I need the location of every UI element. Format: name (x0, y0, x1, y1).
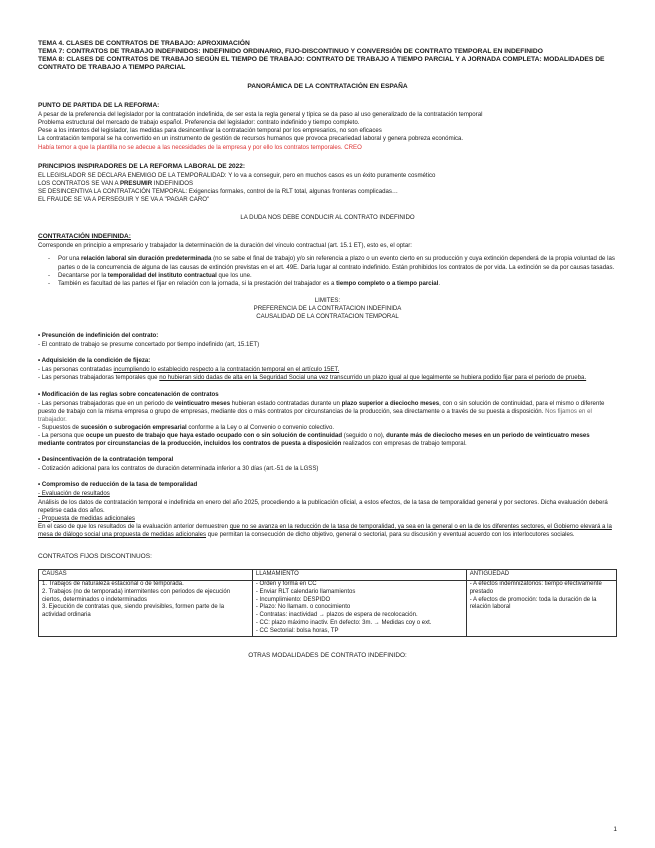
desincentivacion-text: - Cotización adicional para los contratos de duración determinada inferior a 30 días (art.-51 de la LGSS) (38, 465, 319, 473)
fijos-table (38, 569, 617, 636)
antiguedad-item: - A efectos de promoción: toda la duración de la relación laboral (469, 596, 597, 611)
panoramic-title: PANORÁMICA DE LA CONTRATACIÓN EN ESPAÑA (247, 83, 408, 90)
principles-conclusion: LA DUDA NOS DEBE CONDUCIR AL CONTRATO INDEFINIDO (240, 214, 415, 222)
header-line-3: TEMA 8: CLASES DE CONTRATOS DE TRABAJO SEGÚN EL TIEMPO DE TRABAJO: CONTRATO DE TRABAJO A TIEMPO PARCIAL Y A JORNADA COMPLETA: MODALIDADES DE CONTRATO DE TRABAJO A TIEMPO PARCIAL (38, 56, 605, 71)
indef-option-2: - Decantarse por la temporalidad del instituto contractual que los une. (58, 272, 617, 280)
principles-line-1: EL LEGISLADOR SE DECLARA ENEMIGO DE LA TEMPORALIDAD: Y lo va a conseguir, pero en muchos casos es un éxito puramente cosmético (38, 171, 436, 179)
antiguedad-item: - A efectos indemnizatorios: tiempo efectivamente prestado (469, 580, 602, 595)
header-line-2: TEMA 7: CONTRATOS DE TRABAJO INDEFINIDOS: INDEFINIDO ORDINARIO, FIJO-DISCONTINUO Y CONVERSIÓN DE CONTRATO TEMPORAL EN INDEFINIDO (38, 48, 543, 55)
fijos-section-title: CONTRATOS FIJOS DISCONTINUOS: (38, 553, 152, 561)
llamamiento-item: - Incumplimiento: DESPIDO (255, 596, 331, 603)
modificacion-para-1: - Las personas trabajadoras que en un periodo de veinticuatro meses hubieran estado contratadas durante un plazo superior a dieciocho meses, con o sin solución de continuidad, para el mismo o diferente puesto de trabajo con la misma empresa o grupo de empresas, mediante dos o más contratos por circunstancias de la producción, sea directamente o a través de su puesta a disposición. Nos fijamos en el trabajador. (38, 399, 605, 423)
otras-modalidades-title: OTRAS MODALIDADES DE CONTRATO INDEFINIDO: (248, 651, 407, 659)
compromiso-title: • Compromiso de reducción de la tasa de temporalidad (38, 481, 617, 489)
fijos-header-llamamiento: LLAMAMIENTO (252, 570, 466, 581)
fijos-table-row (39, 580, 617, 636)
presumir-emphasis: PRESUMIR (119, 179, 153, 187)
presuncion-text: - El contrato de trabajo se presume concertado por tiempo indefinido (art, 15.1ET) (38, 341, 260, 349)
limits-line-2: CAUSALIDAD DE LA CONTRATACION TEMPORAL (256, 312, 399, 320)
compromiso-para-2: En el caso de que los resultados de la evaluación anterior demuestren que no se avanza en la reducción de la tasa de temporalidad, ya sea en la general o en la de los diferentes sectores, el Gobierno elevará a la mesa de diálogo social una propuesta de medidas adicionales que permitan la consecución de dicho objetivo, general o sectorial, para su discusión y eventual acuerdo con los interlocutores sociales. (38, 522, 612, 538)
modificacion-para-3: - La persona que ocupe un puesto de trabajo que haya estado ocupado con o sin solución de continuidad (seguido o no), durante más de dieciocho meses en un periodo de veinticuatro meses mediante contratos por circunstancias de la producción, incluidos los contratos de puesta a disposición realizados con empresas de trabajo temporal. (38, 432, 590, 448)
adquisicion-line-2: - Las personas trabajadoras temporales que no hubieran sido dadas de alta en la Seguridad Social una vez transcurrido un plazo igual al que legalmente se hubiera podido fijar para el periodo de prueba. (38, 374, 587, 382)
principles-line-3: SE DESINCENTIVA LA CONTRATACIÓN TEMPORAL: Exigencias formales, control de la RLT total, algunas fronteras complicadas… (38, 187, 398, 195)
desincentivacion-title: • Desincentivación de la contratación temporal (38, 456, 617, 464)
start-note-red: Había temor a que la plantilla no se adecue a las necesidades de la empresa y por ello los contratos temporales. CREO (38, 143, 362, 151)
fijos-table-header-row (39, 570, 617, 581)
start-line-4: La contratación temporal se ha convertido en un instrumento de gestión de recursos humanos que provoca precariedad laboral y genera pobreza económica. (38, 135, 464, 143)
causa-item: 3. Ejecución de contratas que, siendo previsibles, formen parte de la actividad ordinaria (42, 604, 225, 619)
llamamiento-item: - Enviar RLT calendario llamamientos (255, 588, 356, 595)
page-number: 1 (613, 825, 617, 833)
fijos-antiguedad-cell (466, 580, 616, 636)
llamamiento-item: - CC Sectorial: bolsa horas, TP (255, 627, 339, 634)
llamamiento-item: - Contratas: inactividad → plazos de espera de recolocación. (255, 612, 418, 619)
compromiso-sub-1: - Evaluación de resultados (38, 490, 110, 498)
indef-options-list (38, 255, 617, 287)
fijos-causas-cell (39, 580, 253, 636)
limits-title: LIMITES: (314, 296, 341, 304)
header-line-1: TEMA 4. CLASES DE CONTRATOS DE TRABAJO: APROXIMACIÓN (38, 40, 250, 47)
fijos-header-antiguedad: ANTIGÜEDAD (466, 570, 616, 581)
llamamiento-item: - CC: plazo máximo inactiv. En defecto: 3m. → Medidas coy o ext. (255, 619, 432, 626)
principles-section-title: PRINCIPIOS INSPIRADORES DE LA REFORMA LABORAL DE 2022: (38, 162, 246, 170)
principles-line-2: LOS CONTRATOS SE VAN A PRESUMIR INDEFINIDOS (38, 179, 194, 187)
llamamiento-item: - Plazo: No llamam. o conocimiento (255, 604, 351, 611)
presuncion-title: • Presunción de indefinición del contrato: (38, 332, 617, 340)
document-header (38, 40, 617, 72)
modificacion-title: • Modificación de las reglas sobre concatenación de contratos (38, 391, 617, 399)
start-section-title: PUNTO DE PARTIDA DE LA REFORMA: (38, 102, 160, 110)
indef-intro: Corresponde en principio a empresario y trabajador la determinación de la duración del vínculo contractual (art. 15.1 ET), esto es, el optar: (38, 242, 412, 250)
limits-line-1: PREFERENCIA DE LA CONTRATACION INDEFINIDA (253, 304, 402, 312)
principles-line-4: EL FRAUDE SE VA A PERSEGUIR Y SE VA A "PAGAR CARO" (38, 196, 210, 204)
modificacion-para-2: - Supuestos de sucesión o subrogación empresarial conforme a la Ley o al Convenio o convenio colectivo. (38, 423, 335, 431)
start-line-3: Pese a los intentos del legislador, las medidas para desincentivar la contratación temporal por los empresarios, no son eficaces (38, 127, 382, 135)
limits-block (38, 297, 617, 321)
adquisicion-line-1: - Las personas contratadas incumpliendo lo establecido respecto a la contratación temporal en el artículo 15ET. (38, 366, 340, 374)
start-line-2: Problema estructural del mercado de trabajo español. Preferencia del legislador: contrato indefinido y tiempo completo. (38, 119, 360, 127)
indef-option-3: - También es facultad de las partes el fijar en relación con la jornada, si la prestación del trabajador es a tiempo completo o a tiempo parcial. (58, 280, 617, 288)
llamamiento-item: - Orden y forma en CC (255, 580, 317, 587)
fijos-llamamiento-cell (252, 580, 466, 636)
compromiso-sub-2: - Propuesta de medidas adicionales (38, 514, 135, 522)
fijos-header-causas: CAUSAS (39, 570, 253, 581)
causa-item: 1. Trabajos de naturaleza estacional o de temporada. (42, 580, 184, 587)
indef-section-title: CONTRATACIÓN INDEFINIDA: (38, 233, 131, 241)
compromiso-para-1: Análisis de los datos de contratación temporal e indefinida en enero del año 2025, procediendo a la publicación oficial, a estos efectos, de la tasa de temporalidad general y por sectores. Dicha evaluación deberá repetirse cada dos años. (38, 498, 608, 514)
start-line-1: A pesar de la preferencia del legislador por la contratación indefinida, de ser esta la regla general y típica se da paso al uso generalizado de la contratación temporal (38, 111, 483, 119)
adquisicion-title: • Adquisición de la condición de fijeza: (38, 357, 617, 365)
indef-option-1: - Por una relación laboral sin duración predeterminada (no se sabe el final de trabajo) y/o sin referencia a plazo o un evento cierto en su producción y cuya extinción dependerá de la propia voluntad de las partes o de la concurrencia de alguna de las causas de extinción previstas en el art. 49E. Daría lugar al contrato indefinido. Están prohibidos los contratos de por vida. La extinción se da por causas tasadas. (58, 255, 617, 271)
causa-item: 2. Trabajos (no de temporada) intermitentes con periodos de ejecución ciertos, determinados o indeterminados (42, 588, 231, 603)
